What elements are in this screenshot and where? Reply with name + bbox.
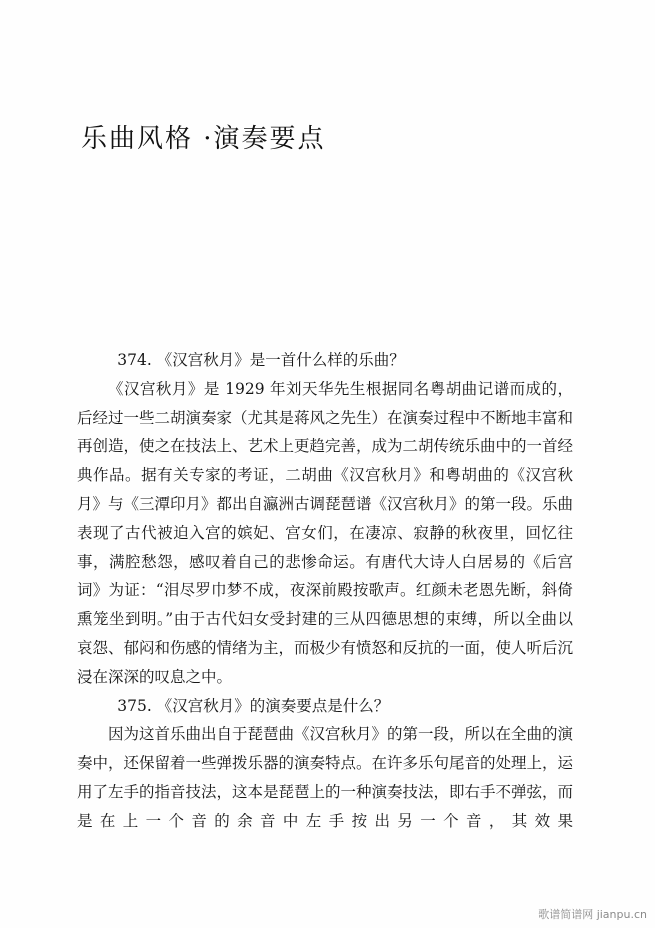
question-375: 375. 《汉宫秋月》的演奏要点是什么？: [117, 696, 390, 715]
body-text: [77, 346, 573, 836]
site-watermark: 歌谱简谱网 jianpu.cn: [538, 908, 647, 921]
answer-375: 因为这首乐曲出自于琵琶曲《汉宫秋月》的第一段，所以在全曲的演奏中，还保留着一些弹拨乐器的演奏特点。在许多乐句尾音的处理上，运用了左手的指音技法，这本是琵琶上的一种演奏技法，即右手不弹弦，而是在上一个音的余音中左手按出另一个音，其效果: [77, 725, 574, 830]
chapter-title: 乐曲风格 ·演奏要点: [81, 124, 326, 154]
answer-374: 《汉宫秋月》是 1929 年刘天华先生根据同名粤胡曲记谱而成的，后经过一些二胡演奏家（尤其是蒋风之先生）在演奏过程中不断地丰富和再创造，使之在技法上、艺术上更趋完善，成为二胡传统乐曲中的一首经典作品。据有关专家的考证，二胡曲《汉宫秋月》和粤胡曲的《汉宫秋月》与《三潭印月》都出自瀛洲古调琵琶谱《汉宫秋月》的第一段。乐曲表现了古代被迫入宫的嫔妃、宫女们，在凄凉、寂静的秋夜里，回忆往事，满腔愁怨，感叹着自己的悲惨命运。有唐代大诗人白居易的《后宫词》为证：“泪尽罗巾梦不成，夜深前殿按歌声。红颜未老恩先断，斜倚熏笼坐到明。”由于古代妇女受封建的三从四德思想的束缚，所以全曲以哀怨、郁闷和伤感的情绪为主，而极少有愤怒和反抗的一面，使人听后沉浸在深深的叹息之中。: [77, 379, 574, 686]
question-374: 374. 《汉宫秋月》是一首什么样的乐曲？: [117, 351, 405, 369]
